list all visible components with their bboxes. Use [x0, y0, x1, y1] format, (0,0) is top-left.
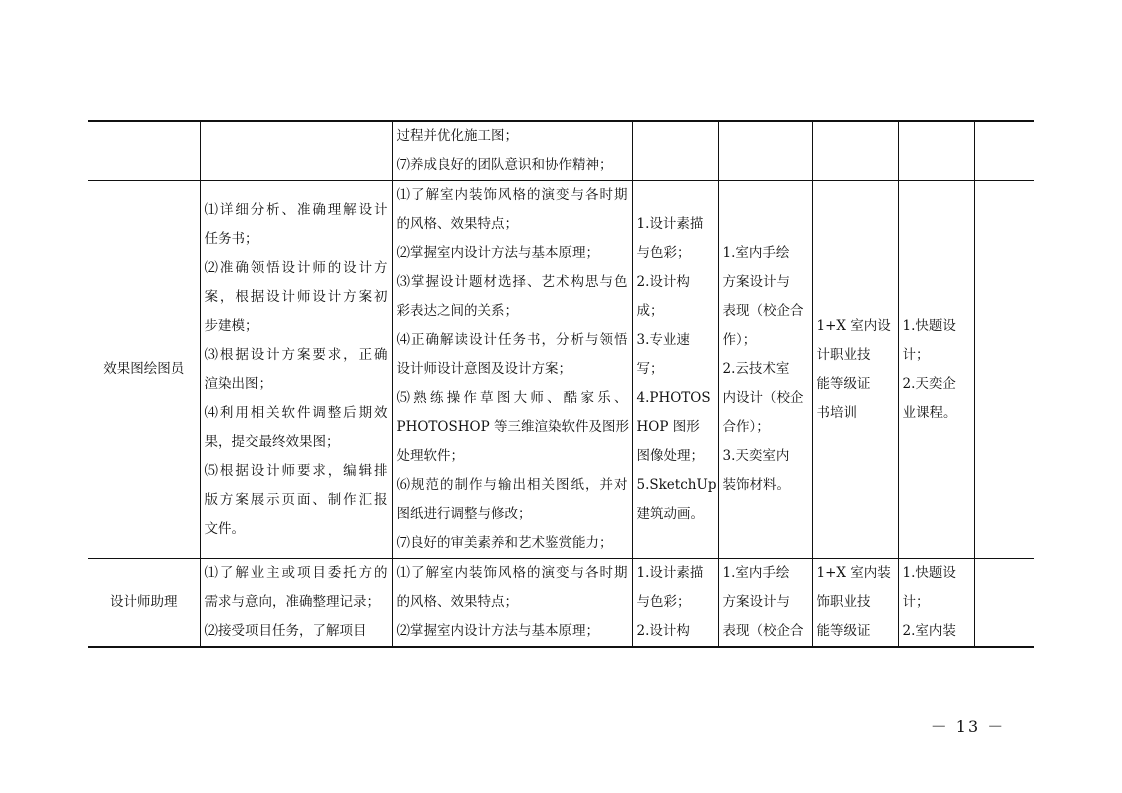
cell-line: 1.快题设 [902, 565, 956, 581]
cell-line: 表现（校企合 [722, 623, 804, 639]
table-row [88, 121, 1034, 181]
cell-line: 渲染出图； [204, 375, 272, 392]
cell-line: 合作）； [722, 419, 770, 435]
cell-line: 书培训 [816, 404, 857, 421]
cell-line: ⑷利用相关软件调整后期效 [204, 404, 388, 421]
cell-line: 图纸进行调整与修改； [396, 506, 532, 522]
cell-line: 与色彩； [636, 245, 691, 261]
cell-line: 处理软件； [396, 448, 464, 464]
cell-line: 任务书； [204, 230, 259, 247]
cell-line: ⑹规范的制作与输出相关图纸，并对 [396, 477, 628, 493]
cell-line: 建筑动画。 [636, 506, 704, 522]
cell-certificate [812, 559, 898, 648]
cell-line: 3.专业速 [636, 332, 690, 348]
cell-line: 4.PHOTOS [636, 390, 711, 406]
cell-line: 1.室内手绘 [722, 245, 790, 261]
page-number: － 13 － [930, 717, 1006, 736]
cell-line: ⑵掌握室内设计方法与基本原理； [396, 245, 599, 261]
cell-line: 能等级证 [816, 623, 871, 639]
cell-line: ⑶掌握设计题材选择、艺术构思与色 [396, 274, 628, 290]
cell-tasks [200, 121, 392, 181]
cell-line: 2.设计构 [636, 623, 690, 639]
cell-line: 2.室内装 [902, 623, 956, 639]
cell-line: 1.快题设 [902, 317, 956, 334]
cell-enterprise [898, 121, 974, 181]
cell-line: ⑴了解室内装饰风格的演变与各时期 [396, 187, 628, 203]
cell-line: ⑵掌握室内设计方法与基本原理； [396, 623, 599, 639]
cell-line: 设计师设计意图及设计方案； [396, 361, 572, 377]
cell-line: 装饰材料。 [722, 477, 790, 493]
cell-line: 的风格、效果特点； [396, 216, 518, 232]
cell-certificate [812, 181, 898, 559]
cell-line: 3.天奕室内 [722, 448, 790, 464]
cell-courses [632, 559, 718, 648]
cell-line: 文件。 [204, 520, 245, 537]
cell-role [88, 121, 200, 181]
cell-line: 1+X 室内装 [816, 565, 891, 581]
cell-line: 表现（校企合 [722, 303, 804, 319]
cell-line: ⑵准确领悟设计师的设计方 [204, 259, 388, 276]
cell-line: 业课程。 [902, 404, 957, 421]
cell-extra [974, 121, 1034, 181]
cell-line: ⑺良好的审美素养和艺术鉴赏能力； [396, 535, 613, 551]
cell-line: 的风格、效果特点； [396, 594, 518, 610]
cell-extra [974, 559, 1034, 648]
cell-line: ⑴详细分析、准确理解设计 [204, 201, 388, 218]
cell-line: 作）； [722, 332, 757, 348]
cell-line: ⑵接受项目任务，了解项目 [204, 623, 367, 639]
cell-line: 2.设计构 [636, 274, 690, 290]
cell-knowledge [392, 181, 632, 559]
cell-enterprise [898, 181, 974, 559]
cell-line: 过程并优化施工图； [396, 128, 518, 144]
cell-line: 方案设计与 [722, 594, 790, 610]
cell-line: ⑺养成良好的团队意识和协作精神； [396, 157, 613, 173]
cell-line: 图像处理； [636, 448, 704, 464]
cell-line: 版方案展示页面、制作汇报 [204, 491, 388, 508]
training-program-table [88, 120, 1034, 648]
cell-line: 步建模； [204, 317, 259, 334]
cell-extra [974, 181, 1034, 559]
cell-knowledge [392, 559, 632, 648]
table-row [88, 181, 1034, 559]
cell-line: 1+X 室内设 [816, 317, 891, 334]
cell-line: ⑴了解业主或项目委托方的 [204, 565, 388, 581]
cell-line: 1.设计素描 [636, 565, 704, 581]
cell-line: 5.SketchUp [636, 477, 717, 493]
cell-line: ⑷正确解读设计任务书，分析与领悟 [396, 332, 628, 348]
cell-practice [718, 181, 812, 559]
cell-role: 设计师助理 [88, 559, 200, 648]
cell-line: 2.天奕企 [902, 375, 956, 392]
cell-role: 效果图绘图员 [88, 181, 200, 559]
cell-tasks [200, 559, 392, 648]
cell-practice [718, 559, 812, 648]
cell-tasks [200, 181, 392, 559]
cell-line: 能等级证 [816, 375, 871, 392]
table-body [88, 121, 1034, 647]
cell-practice [718, 121, 812, 181]
cell-line: 方案设计与 [722, 274, 790, 290]
cell-line: 1.设计素描 [636, 216, 704, 232]
cell-line: 1.室内手绘 [722, 565, 790, 581]
cell-line: HOP 图形 [636, 419, 700, 435]
cell-courses [632, 121, 718, 181]
table-row [88, 559, 1034, 648]
cell-line: ⑸根据设计师要求，编辑排 [204, 462, 388, 479]
cell-line: 彩表达之间的关系； [396, 303, 518, 319]
cell-line: 计； [902, 594, 930, 610]
cell-enterprise [898, 559, 974, 648]
cell-line: ⑸熟练操作草图大师、酷家乐、 [396, 390, 628, 406]
cell-line: 计； [902, 346, 930, 363]
cell-certificate [812, 121, 898, 181]
cell-line: 需求与意向，准确整理记录； [204, 594, 380, 610]
cell-line: 内设计（校企 [722, 390, 804, 406]
cell-line: 2.云技术室 [722, 361, 790, 377]
cell-line: 果，提交最终效果图； [204, 433, 340, 450]
cell-line: PHOTOSHOP 等三维渲染软件及图形 [396, 419, 629, 435]
cell-courses [632, 181, 718, 559]
cell-line: ⑶根据设计方案要求，正确 [204, 346, 388, 363]
cell-line: 案，根据设计师设计方案初 [204, 288, 388, 305]
cell-line: ⑴了解室内装饰风格的演变与各时期 [396, 565, 628, 581]
cell-line: 成； [636, 303, 664, 319]
cell-line: 与色彩； [636, 594, 691, 610]
cell-line: 写； [636, 361, 664, 377]
cell-line: 饰职业技 [816, 594, 871, 610]
cell-line: 计职业技 [816, 346, 871, 363]
cell-knowledge [392, 121, 632, 181]
